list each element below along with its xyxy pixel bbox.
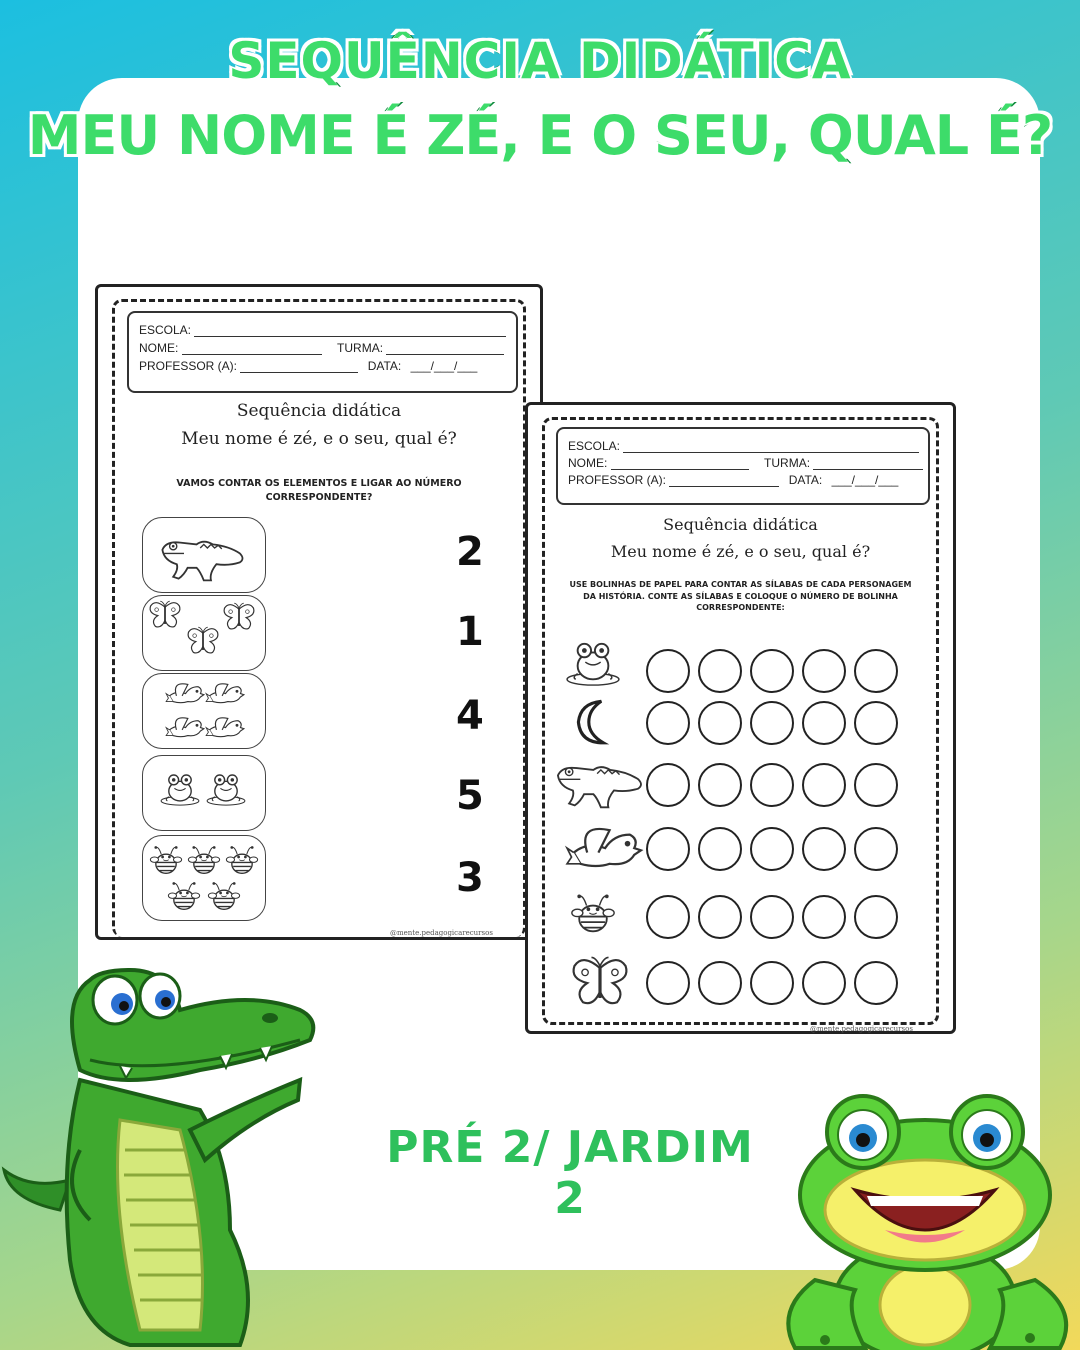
- bee-icon: [187, 842, 221, 876]
- crocodile-icon: [552, 755, 646, 811]
- crocodile-icon: [155, 530, 249, 584]
- credit-text: @mente.pedagogicarecursos: [390, 929, 493, 937]
- bird-icon: [165, 712, 205, 742]
- syllable-circle[interactable]: [750, 961, 794, 1005]
- credit-text: @mente.pedagogicarecursos: [810, 1025, 913, 1033]
- syllable-circle[interactable]: [646, 961, 690, 1005]
- frog-icon: [205, 770, 247, 808]
- worksheet-syllables: [525, 402, 956, 1034]
- professor-label: PROFESSOR (A):: [139, 359, 238, 373]
- syllable-circle[interactable]: [750, 763, 794, 807]
- number-option: 3: [456, 855, 484, 901]
- syllable-circle[interactable]: [802, 961, 846, 1005]
- grade-label: PRÉ 2/ JARDIM 2: [386, 1122, 754, 1224]
- number-option: 5: [456, 773, 484, 819]
- frog-icon: [159, 770, 201, 808]
- syllable-circle[interactable]: [854, 649, 898, 693]
- butterfly-icon: [185, 626, 221, 656]
- syllable-circle[interactable]: [802, 763, 846, 807]
- syllable-circle[interactable]: [698, 701, 742, 745]
- count-box-birds: [142, 673, 266, 749]
- syllable-circle[interactable]: [854, 895, 898, 939]
- number-option: 1: [456, 609, 484, 655]
- frog-icon: [564, 639, 622, 687]
- turma-line: [386, 342, 504, 355]
- escola-label: ESCOLA:: [139, 323, 192, 337]
- instruction-line-1: VAMOS CONTAR OS ELEMENTOS E LIGAR AO NÚMERO: [176, 478, 462, 489]
- nome-line: [611, 457, 749, 470]
- turma-line: [813, 457, 923, 470]
- worksheet-title-1: Sequência didática: [663, 515, 818, 534]
- date-blank: ___/___/___: [831, 473, 899, 487]
- nome-label: NOME:: [139, 341, 179, 355]
- syllable-circle[interactable]: [698, 895, 742, 939]
- syllable-circle[interactable]: [802, 895, 846, 939]
- nome-line: [182, 342, 322, 355]
- instruction-line-2: CORRESPONDENTE?: [265, 491, 373, 503]
- moon-icon: [568, 695, 620, 747]
- syllable-circle[interactable]: [646, 763, 690, 807]
- date-blank: ___/___/___: [410, 359, 478, 373]
- butterfly-icon: [568, 955, 632, 1009]
- instruction: [118, 477, 520, 505]
- instruction: [546, 579, 935, 614]
- data-label: DATA:: [367, 359, 402, 373]
- bird-icon: [205, 678, 245, 708]
- instruction-line-2: DA HISTÓRIA. CONTE AS SÍLABAS E COLOQUE O NÚMERO DE BOLINHA: [583, 591, 898, 601]
- syllable-circle[interactable]: [750, 701, 794, 745]
- professor-line: [240, 360, 358, 373]
- frog-mascot-icon: [775, 1080, 1080, 1350]
- syllable-circle[interactable]: [854, 961, 898, 1005]
- count-box-frogs: [142, 755, 266, 831]
- syllable-circle[interactable]: [802, 649, 846, 693]
- data-label: DATA:: [788, 473, 823, 487]
- count-box-crocodile: [142, 517, 266, 593]
- syllable-circle[interactable]: [698, 827, 742, 871]
- instruction-line-3: CORRESPONDENTE:: [696, 603, 785, 613]
- syllable-circle[interactable]: [750, 827, 794, 871]
- syllable-circle[interactable]: [646, 827, 690, 871]
- butterfly-icon: [221, 602, 257, 632]
- turma-label: TURMA:: [764, 456, 811, 470]
- worksheet-title-2: Meu nome é zé, e o seu, qual é?: [610, 542, 871, 561]
- syllable-circle[interactable]: [698, 649, 742, 693]
- number-option: 2: [456, 529, 484, 575]
- count-box-butterflies: [142, 595, 266, 671]
- worksheet-counting: [95, 284, 543, 940]
- bee-icon: [167, 878, 201, 912]
- syllable-circle[interactable]: [750, 649, 794, 693]
- syllable-circle[interactable]: [646, 701, 690, 745]
- bird-icon: [205, 712, 245, 742]
- title-line-1: SEQUÊNCIA DIDÁTICA: [228, 32, 852, 90]
- title-line-2: MEU NOME É ZÉ, E O SEU, QUAL É?: [27, 104, 1053, 167]
- escola-label: ESCOLA:: [568, 439, 621, 453]
- crocodile-mascot-icon: [0, 960, 330, 1350]
- syllable-circle[interactable]: [646, 895, 690, 939]
- syllable-circle[interactable]: [854, 701, 898, 745]
- escola-line: [623, 440, 919, 453]
- student-info-box: [127, 311, 518, 393]
- number-option: 4: [456, 693, 484, 739]
- worksheet-title-1: Sequência didática: [236, 401, 402, 421]
- butterfly-icon: [147, 600, 183, 630]
- syllable-circle[interactable]: [698, 961, 742, 1005]
- count-box-bees: [142, 835, 266, 921]
- syllable-circle[interactable]: [854, 827, 898, 871]
- syllable-circle[interactable]: [698, 763, 742, 807]
- syllable-circle[interactable]: [854, 763, 898, 807]
- bee-icon: [225, 842, 259, 876]
- professor-line: [669, 474, 779, 487]
- student-info-box: [556, 427, 930, 505]
- instruction-line-1: USE BOLINHAS DE PAPEL PARA CONTAR AS SÍLABAS DE CADA PERSONAGEM: [569, 580, 912, 589]
- bird-icon: [165, 678, 205, 708]
- escola-line: [194, 324, 506, 337]
- syllable-circle[interactable]: [750, 895, 794, 939]
- bee-icon: [149, 842, 183, 876]
- professor-label: PROFESSOR (A):: [568, 473, 667, 487]
- bee-icon: [570, 889, 616, 935]
- bird-icon: [564, 819, 644, 875]
- syllable-circle[interactable]: [802, 701, 846, 745]
- bee-icon: [207, 878, 241, 912]
- turma-label: TURMA:: [337, 341, 384, 355]
- worksheet-title-2: Meu nome é zé, e o seu, qual é?: [181, 429, 457, 449]
- nome-label: NOME:: [568, 456, 608, 470]
- syllable-circle[interactable]: [802, 827, 846, 871]
- syllable-circle[interactable]: [646, 649, 690, 693]
